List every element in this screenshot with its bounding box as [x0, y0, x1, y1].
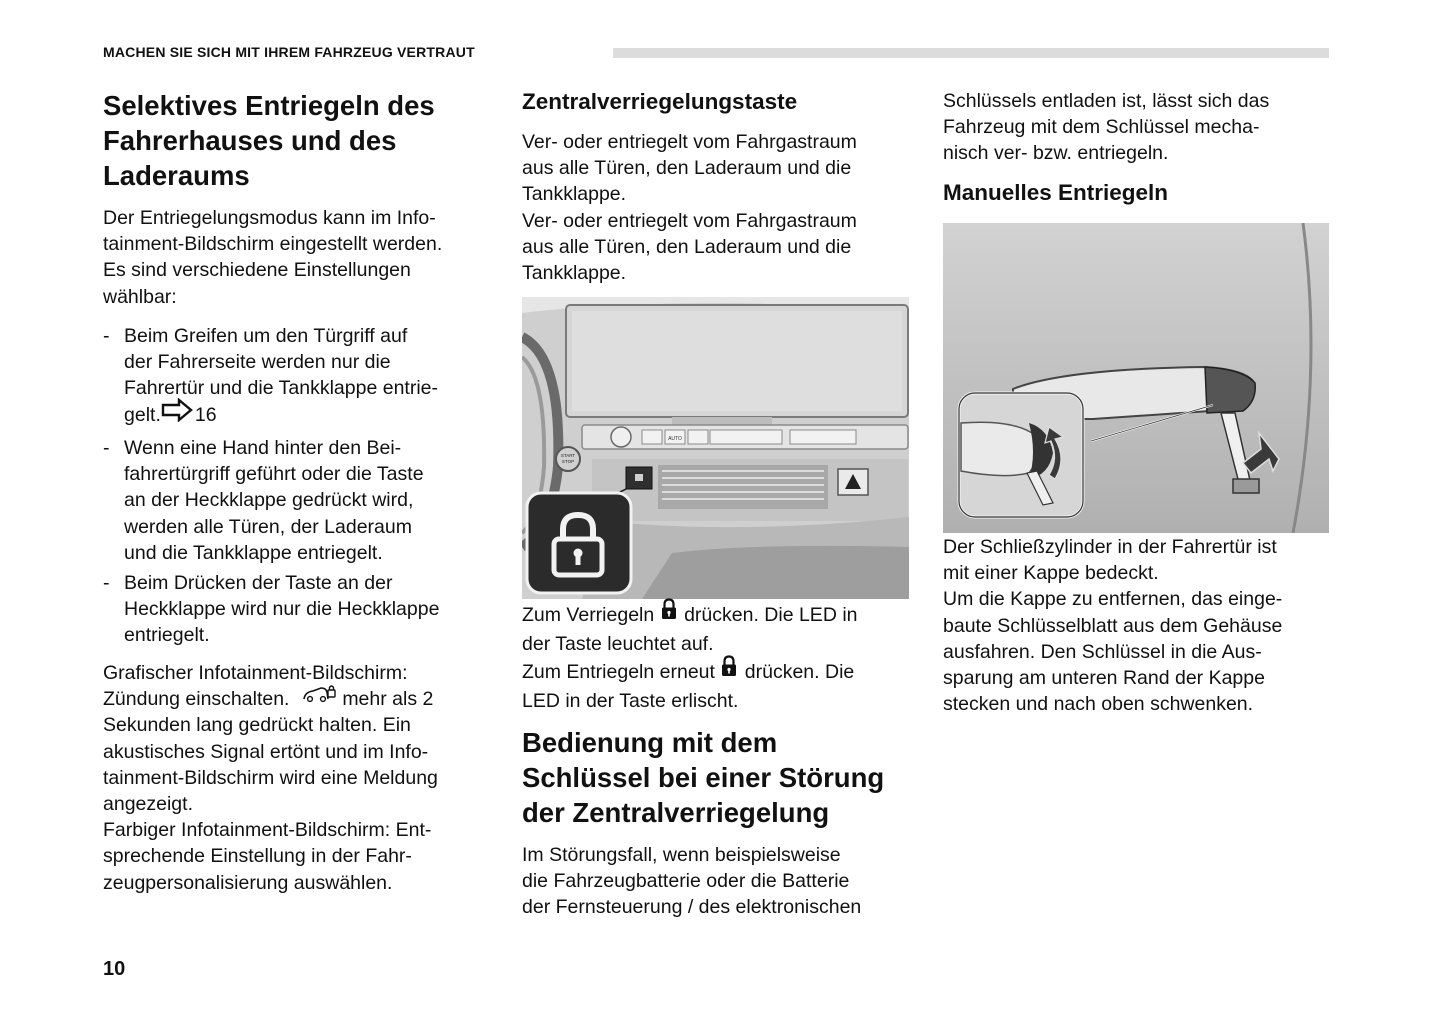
stop-label: STOP: [561, 459, 575, 464]
header-rule: [613, 48, 1329, 58]
start-label: START: [560, 453, 576, 458]
section-heading-selective-unlock: Selektives Entriegeln des Fahrerhauses und des Laderaums: [103, 90, 435, 191]
manual-unlock-paragraph: Der Schließzylinder in der Fahrertür ist mit einer Kappe bedeckt. Um die Kappe zu entfernen, das einge- baute Schlüsselblatt aus dem Gehäuse ausfahren. Den Schlüssel in die Aus- sparung am unteren Rand der Kappe stecken und nach oben schwenken.: [943, 536, 1283, 716]
dashboard-illustration: [522, 297, 909, 599]
fault-paragraph: Im Störungsfall, wenn beispielsweise die Fahrzeugbatterie oder die Batterie der Fernsteuerung / des elektronischen: [522, 844, 862, 919]
padlock-icon: [661, 598, 677, 629]
infotainment-paragraph: Grafischer Infotainment-Bildschirm: Zündung einschalten. mehr als 2 Sekunden lang gedrückt halten. Ein akustisches Signal ertönt und im Info- tainment-Bildschirm wird eine Meldung angezeigt. Farbiger Infotainment-Bildschirm: Ent- sprechende Einstellung in der Fahr- zeugpersonalisierung auswählen.: [103, 662, 438, 894]
door-handle-illustration: [943, 223, 1329, 533]
padlock-icon: [721, 655, 737, 686]
right-arrow-outline-icon: [161, 398, 193, 429]
car-lock-icon: [301, 682, 337, 711]
lock-caption: Zum Verriegeln drücken. Die LED in der Taste leuchtet auf. Zum Entriegeln erneut drücken. Die LED in der Taste erlischt.: [522, 601, 922, 715]
central-lock-paragraph: Ver- oder entriegelt vom Fahrgastraum aus alle Türen, den Laderaum und die Tankklappe. Ver- oder entriegelt vom Fahrgastraum aus alle Türen, den Laderaum und die Tankklappe.: [522, 131, 857, 285]
running-header: MACHEN SIE SICH MIT IHREM FAHRZEUG VERTRAUT: [103, 44, 475, 60]
list-item: - Wenn eine Hand hinter den Bei- fahrertürgriff geführt oder die Taste an der Heckklappe gedrückt wird, werden alle Türen, der Laderaum und die Tankklappe entriegelt.: [103, 435, 503, 566]
auto-label: AUTO: [668, 436, 682, 442]
continued-paragraph: Schlüssels entladen ist, lässt sich das Fahrzeug mit dem Schlüssel mecha- nisch ver- bzw. entriegeln.: [943, 90, 1270, 165]
list-item: - Beim Greifen um den Türgriff auf der Fahrerseite werden nur die Fahrertür und die Tankklappe entrie- gelt. 16: [103, 323, 503, 429]
unlock-mode-list: [103, 323, 503, 649]
heading-manual-unlock: Manuelles Entriegeln: [943, 180, 1169, 205]
page-reference[interactable]: 16: [194, 403, 217, 426]
section-heading-key-operation: Bedienung mit dem Schlüssel bei einer Störung der Zentralverriegelung: [522, 727, 885, 828]
intro-paragraph: Der Entriegelungsmodus kann im Info- tainment-Bildschirm eingestellt werden. Es sind verschiedene Einstellungen wählbar:: [103, 207, 443, 308]
heading-central-lock-button: Zentralverriegelungstaste: [522, 89, 798, 114]
list-item: - Beim Drücken der Taste an der Heckklappe wird nur die Heckklappe entriegelt.: [103, 570, 503, 649]
page-number: 10: [103, 958, 126, 980]
